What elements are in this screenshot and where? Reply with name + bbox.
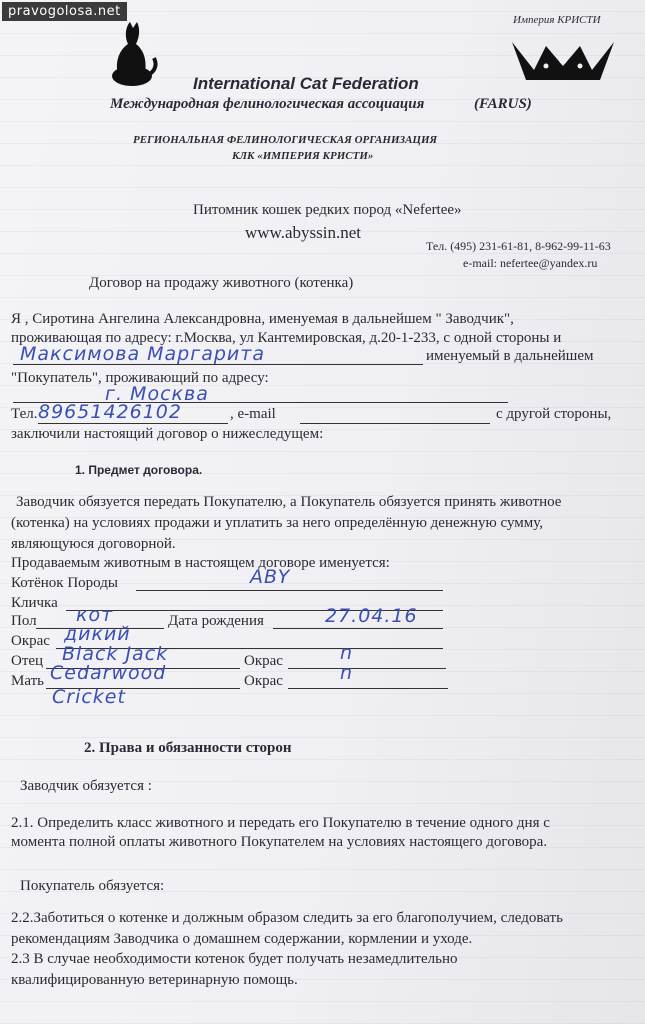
buyer-name-handwritten: Максимова Маргарита: [20, 343, 265, 365]
s1-line-4: Продаваемым животным в настоящем договоре именуется:: [11, 555, 390, 571]
cat-logo-icon: [104, 18, 164, 88]
other-side: с другой стороны,: [496, 406, 612, 422]
clause-2-1-line-2: момента полной оплаты животного Покупателем на условиях настоящего договора.: [11, 834, 548, 850]
watermark: pravogolosa.net: [2, 2, 127, 21]
parties-line-1: Я , Сиротина Ангелина Александровна, именуемая в дальнейшем " Заводчик",: [11, 311, 514, 327]
breeder-obliged: Заводчик обязуется :: [20, 778, 152, 794]
mother-handwritten: Cedarwood: [50, 662, 167, 684]
email-label: , e-mail: [230, 406, 276, 422]
father-handwritten: Black Jack: [62, 643, 169, 665]
parties-line-3: именуемый в дальнейшем: [426, 348, 594, 364]
father-color-line: [288, 668, 446, 669]
org-title-ru: Международная фелинологическая ассоциация: [110, 96, 425, 112]
buyer-obliged: Покупатель обязуется:: [20, 878, 165, 894]
parties-line-4: "Покупатель", проживающий по адресу:: [11, 370, 269, 386]
buyer-phone-handwritten: 89651426102: [38, 401, 182, 423]
regional-org-line2: КЛК «ИМПЕРИЯ КРИСТИ»: [232, 150, 374, 162]
section-2-title: 2. Права и обязанности сторон: [84, 740, 292, 756]
dob-handwritten: 27.04.16: [325, 605, 418, 627]
father-color-label: Окрас: [244, 653, 283, 669]
org-abbr: (FARUS): [474, 96, 532, 112]
s1-line-2: (котенка) на условиях продажи и уплатить за него определённую денежную сумму,: [11, 515, 543, 531]
clause-2-2-line-2: рекомендациям Заводчика о домашнем содержании, кормлении и уходе.: [11, 931, 473, 947]
buyer-address-handwritten: г. Москва: [105, 383, 209, 405]
cattery-name: Питомник кошек редких пород «Nefertee»: [193, 202, 462, 218]
crown-logo-sub: г.Москва: [548, 70, 575, 78]
mother-color-line: [288, 688, 448, 689]
mother-label: Мать: [11, 673, 45, 689]
breed-handwritten: ABY: [250, 566, 291, 588]
tel-label: Тел.: [11, 406, 38, 422]
website: www.abyssin.net: [245, 223, 361, 242]
regional-org-line1: РЕГИОНАЛЬНАЯ ФЕЛИНОЛОГИЧЕСКАЯ ОРГАНИЗАЦИЯ: [133, 134, 438, 146]
dob-label: Дата рождения: [168, 613, 264, 629]
concluded-text: заключили настоящий договор о нижеследущем:: [11, 426, 324, 442]
mother-color-handwritten: n: [340, 662, 354, 684]
crown-logo-title: Империя КРИСТИ: [513, 14, 601, 26]
email-line: [300, 423, 490, 424]
mother-color-label: Окрас: [244, 673, 283, 689]
clause-2-3-line-2: квалифицированную ветеринарную помощь.: [11, 972, 298, 988]
clause-2-2-line-1: 2.2.Заботиться о котенке и должным образом следить за его благополучием, следовать: [11, 910, 563, 926]
color-handwritten: дикий: [64, 623, 131, 645]
name-label: Кличка: [11, 595, 58, 611]
section-1-title: 1. Предмет договора.: [75, 463, 203, 477]
mother-handwritten-2: Cricket: [52, 686, 126, 708]
sex-handwritten: кот: [76, 604, 114, 626]
clause-2-1-line-1: 2.1. Определить класс животного и передать его Покупателю в течение одного дня с: [11, 815, 550, 831]
phone: Тел. (495) 231-61-81, 8-962-99-11-63: [426, 239, 611, 253]
email: e-mail: nefertee@yandex.ru: [463, 256, 598, 270]
org-title-en: International Cat Federation: [193, 74, 419, 93]
s1-line-3: являющуюся договорной.: [11, 536, 176, 552]
breed-line: [136, 590, 443, 591]
s1-line-1: Заводчик обязуется передать Покупателю, а Покупатель обязуется принять животное: [16, 494, 562, 510]
father-color-handwritten: n: [340, 642, 354, 664]
father-label: Отец: [11, 653, 44, 669]
dob-line: [273, 628, 443, 629]
breed-label: Котёнок Породы: [11, 575, 118, 591]
buyer-name-line: [13, 364, 423, 365]
sex-label: Пол: [11, 613, 37, 629]
tel-line: [38, 423, 228, 424]
clause-2-3-line-1: 2.3 В случае необходимости котенок будет получать незамедлительно: [11, 951, 458, 967]
color-label: Окрас: [11, 633, 50, 649]
contract-title: Договор на продажу животного (котенка): [89, 275, 354, 291]
parties-line-2: проживающая по адресу: г.Москва, ул Кантемировская, д.20-1-233, с одной стороны и: [11, 330, 562, 346]
